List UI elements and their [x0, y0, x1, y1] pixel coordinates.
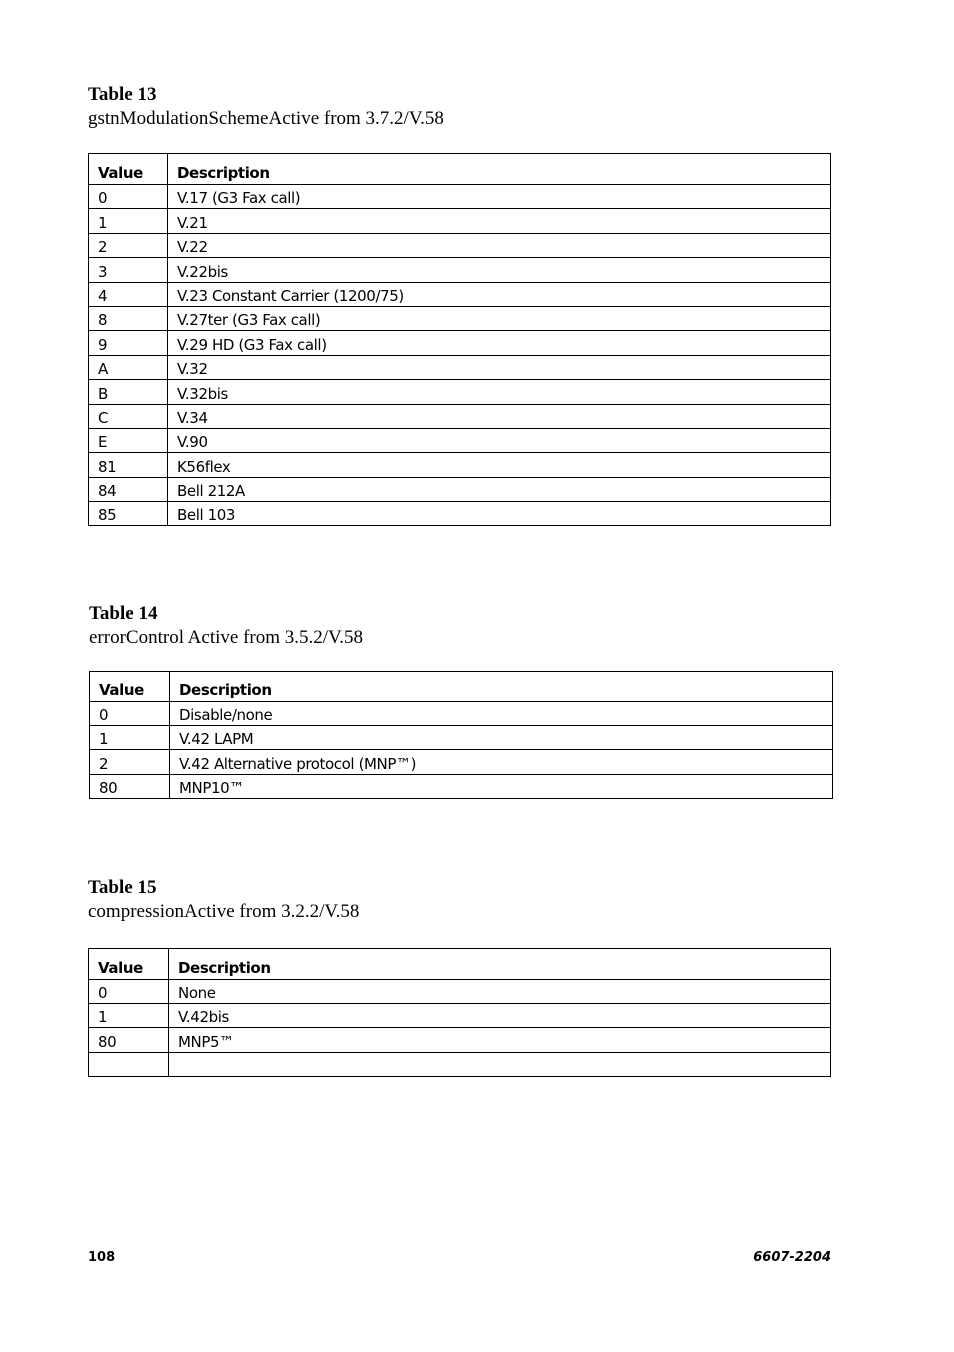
- table-row: [90, 774, 833, 798]
- table-header-row: [89, 949, 831, 980]
- table-row: [89, 502, 831, 526]
- cell-description: V.17 (G3 Fax call): [168, 185, 831, 209]
- table-row: [89, 306, 831, 330]
- cell-description: Bell 212A: [168, 477, 831, 501]
- cell-value: 1: [89, 1004, 169, 1028]
- table-caption: Table 15: [88, 877, 157, 898]
- cell-description: V.23 Constant Carrier (1200/75): [168, 282, 831, 306]
- table-subtitle: gstnModulationSchemeActive from 3.7.2/V.58: [88, 108, 444, 129]
- cell-description: V.42 LAPM: [170, 726, 833, 750]
- cell-value: 85: [89, 502, 168, 526]
- header-value: Value: [89, 949, 169, 980]
- table-15: [88, 948, 831, 1077]
- table-subtitle: compressionActive from 3.2.2/V.58: [88, 901, 360, 922]
- header-description: Description: [169, 949, 831, 980]
- table-row: [90, 726, 833, 750]
- table-row: [89, 209, 831, 233]
- cell-description: V.29 HD (G3 Fax call): [168, 331, 831, 355]
- table-13: [88, 153, 831, 526]
- cell-value: 81: [89, 453, 168, 477]
- cell-description: V.90: [168, 428, 831, 452]
- cell-description: MNP5™: [169, 1028, 831, 1052]
- cell-description: V.22bis: [168, 258, 831, 282]
- cell-value: 2: [90, 750, 170, 774]
- header-value: Value: [90, 672, 170, 702]
- cell-value: 0: [89, 185, 168, 209]
- table-header-row: [89, 154, 831, 185]
- table-row: [89, 1004, 831, 1028]
- table-caption: Table 13: [88, 84, 157, 105]
- cell-description: V.32: [168, 355, 831, 379]
- table-row: [89, 282, 831, 306]
- cell-value: 0: [89, 980, 169, 1004]
- table-row: [89, 1052, 831, 1076]
- table-row: [89, 331, 831, 355]
- document-number: 6607-2204: [753, 1250, 831, 1265]
- cell-description: [169, 1052, 831, 1076]
- table-14: [89, 671, 833, 799]
- page-number: 108: [88, 1250, 116, 1265]
- cell-description: V.22: [168, 233, 831, 257]
- cell-description: V.32bis: [168, 380, 831, 404]
- header-description: Description: [170, 672, 833, 702]
- table-subtitle: errorControl Active from 3.5.2/V.58: [89, 627, 364, 648]
- table-row: [89, 1028, 831, 1052]
- table-row: [89, 355, 831, 379]
- table-row: [89, 980, 831, 1004]
- table-row: [89, 404, 831, 428]
- cell-value: 80: [89, 1028, 169, 1052]
- cell-description: V.27ter (G3 Fax call): [168, 306, 831, 330]
- cell-value: A: [89, 355, 168, 379]
- cell-value: 2: [89, 233, 168, 257]
- cell-value: 1: [90, 726, 170, 750]
- table-row: [89, 453, 831, 477]
- cell-value: B: [89, 380, 168, 404]
- table-row: [89, 258, 831, 282]
- cell-value: 84: [89, 477, 168, 501]
- table-row: [89, 233, 831, 257]
- table-13-heading: [88, 83, 444, 131]
- table-row: [90, 750, 833, 774]
- cell-description: Disable/none: [170, 702, 833, 726]
- cell-description: V.42bis: [169, 1004, 831, 1028]
- cell-value: E: [89, 428, 168, 452]
- table-row: [90, 702, 833, 726]
- cell-value: 1: [89, 209, 168, 233]
- header-value: Value: [89, 154, 168, 185]
- table-caption: Table 14: [89, 603, 158, 624]
- cell-description: Bell 103: [168, 502, 831, 526]
- cell-description: K56flex: [168, 453, 831, 477]
- cell-value: 80: [90, 774, 170, 798]
- header-description: Description: [168, 154, 831, 185]
- cell-description: V.42 Alternative protocol (MNP™): [170, 750, 833, 774]
- table-14-heading: [89, 602, 363, 650]
- cell-value: 3: [89, 258, 168, 282]
- table-header-row: [90, 672, 833, 702]
- table-row: [89, 380, 831, 404]
- cell-value: 9: [89, 331, 168, 355]
- cell-value: C: [89, 404, 168, 428]
- cell-value: 0: [90, 702, 170, 726]
- table-15-heading: [88, 876, 359, 924]
- cell-description: V.21: [168, 209, 831, 233]
- table-row: [89, 185, 831, 209]
- table-row: [89, 428, 831, 452]
- cell-value: [89, 1052, 169, 1076]
- table-row: [89, 477, 831, 501]
- cell-description: V.34: [168, 404, 831, 428]
- cell-value: 8: [89, 306, 168, 330]
- cell-description: MNP10™: [170, 774, 833, 798]
- cell-value: 4: [89, 282, 168, 306]
- cell-description: None: [169, 980, 831, 1004]
